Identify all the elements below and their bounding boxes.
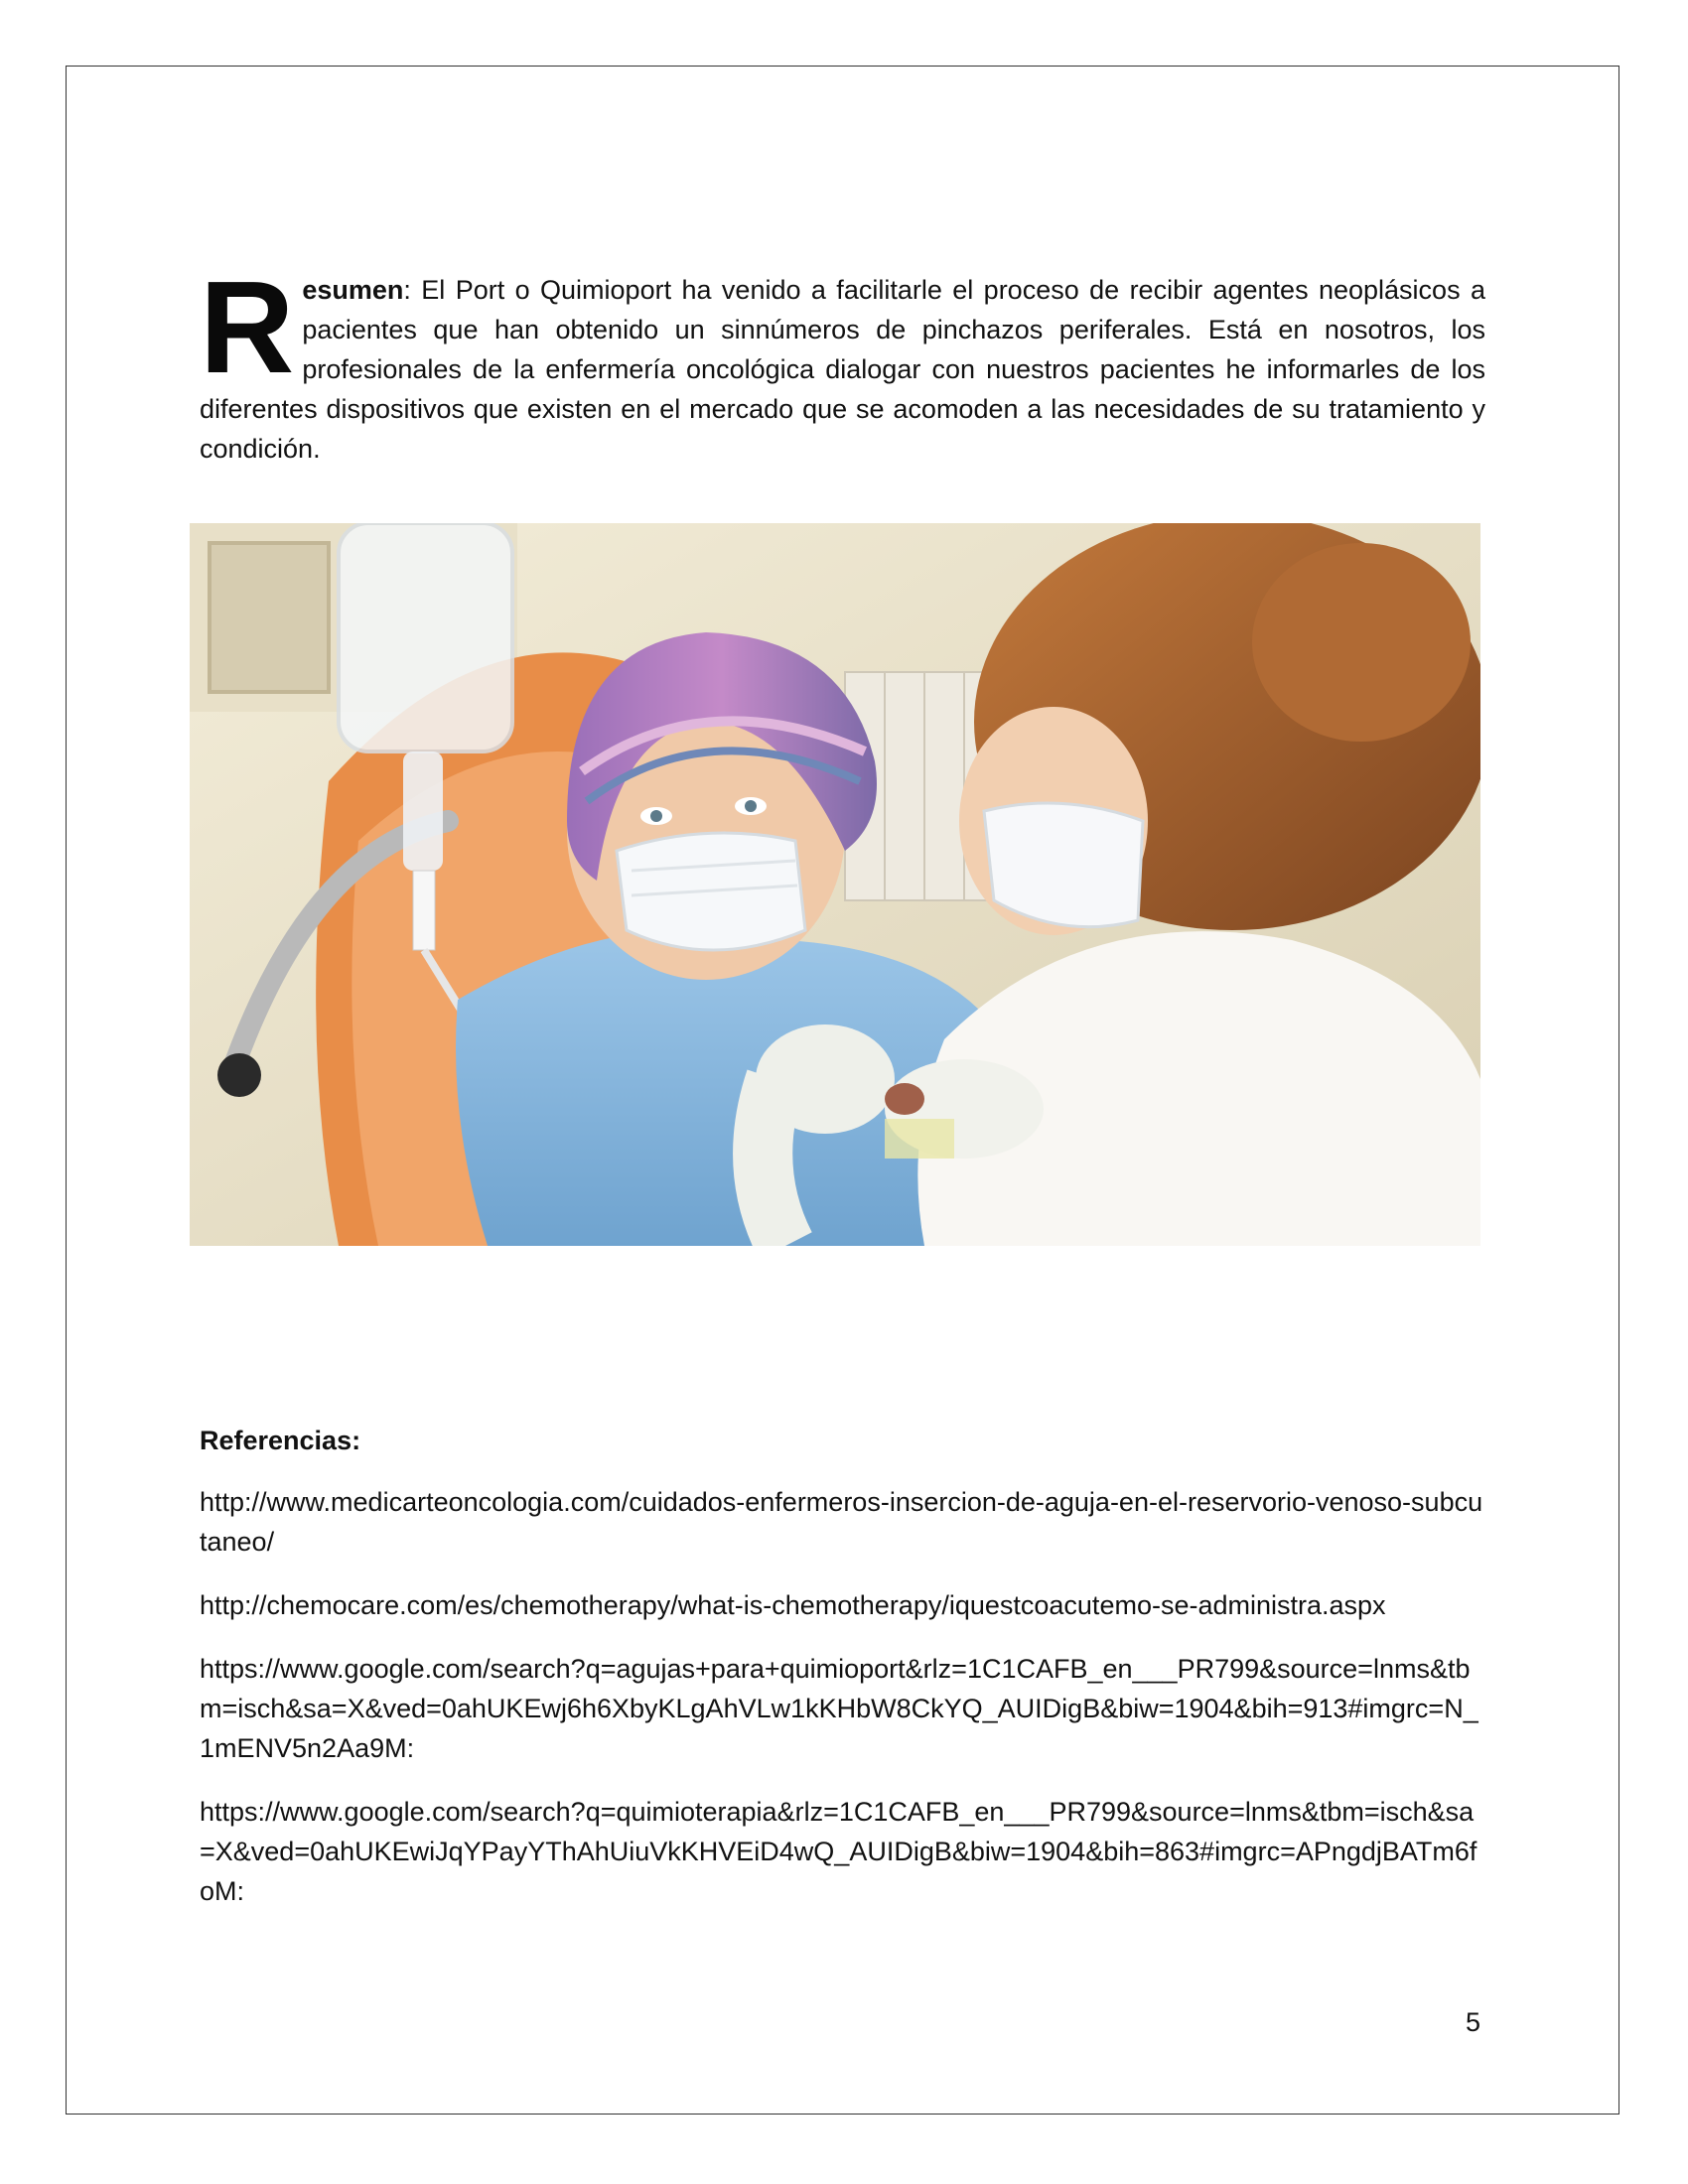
references-list — [200, 1482, 1485, 1935]
drop-cap: R — [200, 254, 295, 400]
reference-link[interactable]: https://www.google.com/search?q=quimioterapia&rlz=1C1CAFB_en___PR799&source=lnms&tbm=isch&sa=X&ved=0ahUKEwiJqYPayYThAhUiuVkKHVEiD4wQ_AUIDigB&biw=1904&bih=863#imgrc=APngdjBATm6foM: — [200, 1797, 1477, 1906]
summary-text: : El Port o Quimioport ha venido a facilitarle el proceso de recibir agentes neoplásicos a pacientes que han obtenido un sinnúmeros de pinchazos periferales. Está en nosotros, los profesionales de la enfermería oncológica dialogar con nuestros pacientes he informarles de los diferentes dispositivos que existen en el mercado que se acomoden a las necesidades de su tratamiento y condición. — [200, 275, 1485, 464]
photo-illustration — [190, 523, 1480, 1246]
summary-lead: esumen — [302, 275, 404, 305]
summary-paragraph — [200, 254, 1485, 469]
reference-link[interactable]: http://www.medicarteoncologia.com/cuidados-enfermeros-insercion-de-aguja-en-el-reservorio-venoso-subcutaneo/ — [200, 1487, 1483, 1557]
reference-link[interactable]: http://chemocare.com/es/chemotherapy/what-is-chemotherapy/iquestcoacutemo-se-administra.aspx — [200, 1590, 1386, 1620]
references-heading: Referencias: — [200, 1426, 361, 1455]
page-number: 5 — [1466, 2007, 1481, 2037]
chemotherapy-photo — [190, 523, 1480, 1246]
reference-link[interactable]: https://www.google.com/search?q=agujas+para+quimioport&rlz=1C1CAFB_en___PR799&source=lnms&tbm=isch&sa=X&ved=0ahUKEwj6h6XbyKLgAhVLw1kKHbW8CkYQ_AUIDigB&biw=1904&bih=913#imgrc=N_1mENV5n2Aa9M: — [200, 1654, 1478, 1763]
